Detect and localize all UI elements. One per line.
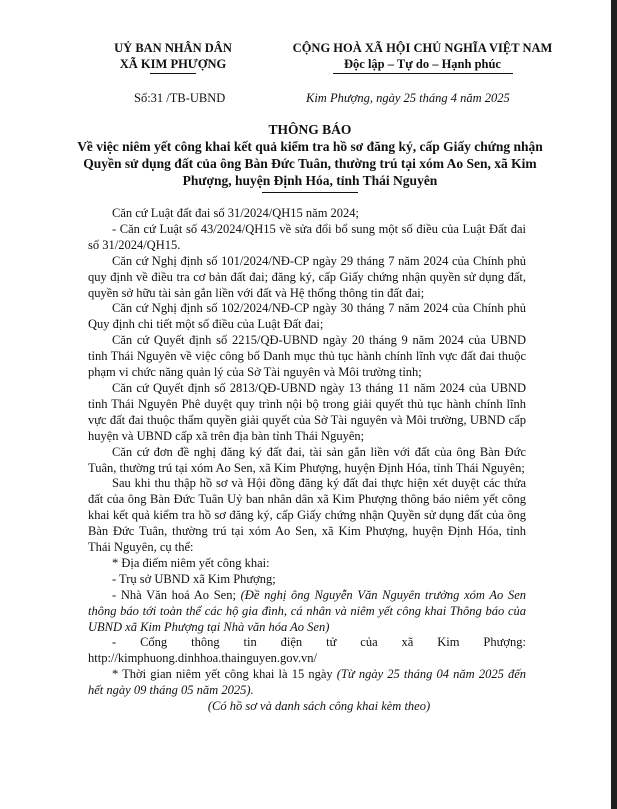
paragraph: - Căn cứ Luật số 43/2024/QH15 về sửa đổi bổ sung một số điều của Luật Đất đai số 31/2024/QH15.	[88, 221, 526, 252]
window-edge	[611, 0, 617, 809]
paragraph: Căn cứ Quyết định số 2813/QĐ-UBND ngày 13 tháng 11 năm 2024 của UBND tỉnh Thái Nguyên Phê duyệt quy trình nội bộ trong giải quyết thủ tục hành chính lĩnh vực đất đai thuộc thẩm quyền giải quyết của Sở Tài nguyên và Môi trường, UBND cấp huyện và UBND cấp xã trên địa bàn tỉnh Thái Nguyên;	[88, 380, 526, 443]
attachment-note: (Có hồ sơ và danh sách công khai kèm theo)	[207, 699, 431, 714]
document-title	[70, 121, 550, 193]
posting-period-note: (Từ ngày 25 tháng 04 năm 2025 đến hết ngày 09 tháng 05 năm 2025).	[88, 667, 527, 698]
nation-line-1: CỘNG HOÀ XÃ HỘI CHỦ NGHĨA VIỆT NAM	[292, 41, 553, 55]
posting-location-note: (Đề nghị ông Nguyễn Văn Nguyên trưởng xóm Ao Sen thông báo tới toàn thể các hộ gia đình, cá nhân và niêm yết công khai Thông báo của UBND xã Kim Phượng tại Nhà văn hóa Ao Sen)	[88, 587, 526, 634]
paragraph: Căn cứ đơn đề nghị đăng ký đất đai, tài sản gắn liền với đất của ông Bàn Đức Tuân, thường trú tại xóm Ao Sen, xã Kim Phượng, huyện Định Hóa, tỉnh Thái Nguyên;	[88, 444, 526, 475]
paragraph	[88, 588, 526, 636]
motto-underline	[333, 73, 513, 74]
posting-period-text: * Thời gian niêm yết công khai là 15 ngày	[112, 667, 333, 682]
paragraph: Căn cứ Nghị định số 101/2024/NĐ-CP ngày 29 tháng 7 năm 2024 của Chính phủ quy định về điều tra cơ bản đất đai; đăng ký, cấp Giấy chứng nhận quyền sử dụng đất, quyền sở hữu tài sản gắn liền với đất và Hệ thống thông tin đất đai;	[88, 253, 526, 300]
agency-underline	[150, 73, 196, 74]
paragraph: Căn cứ Nghị định số 102/2024/NĐ-CP ngày 30 tháng 7 năm 2024 của Chính phủ Quy định chi tiết một số điều của Luật Đất đai;	[88, 301, 526, 332]
posting-location-text: - Nhà Văn hoá Ao Sen;	[112, 587, 236, 602]
paragraph	[88, 667, 526, 699]
title-underline	[262, 192, 358, 193]
issuing-agency	[98, 40, 248, 74]
nation-line-2: Độc lập – Tự do – Hạnh phúc	[344, 57, 501, 71]
paragraph: * Địa điểm niêm yết công khai:	[112, 555, 270, 570]
paragraph: Căn cứ Luật đất đai số 31/2024/QH15 năm 2024;	[112, 206, 360, 220]
national-motto	[270, 40, 575, 74]
document-date: Kim Phượng, ngày 25 tháng 4 năm 2025	[306, 91, 510, 105]
document-number: Số:31 /TB-UBND	[134, 91, 226, 105]
document-type: THÔNG BÁO	[268, 122, 352, 137]
paragraph: Sau khi thu thập hồ sơ và Hội đồng đăng ký đất đai thực hiện xét duyệt các thửa đất của ông Bàn Đức Tuân Uỷ ban nhân dân xã Kim Phượng thông báo niêm yết công khai kết quả kiểm tra hồ sơ đăng ký, cấp Giấy chứng nhận Quyền sử dụng đất của ông Bàn Đức Tuân, thường trú tại xóm Ao Sen, xã Kim Phượng, huyện Định Hóa, tỉnh Thái Nguyên, cụ thể:	[88, 476, 526, 555]
paragraph: - Cổng thông tin điện tử của xã Kim Phượng: http://kimphuong.dinhhoa.thainguyen.gov.vn/	[88, 635, 526, 666]
paragraph: - Trụ sở UBND xã Kim Phượng;	[112, 571, 276, 586]
paragraph: Căn cứ Quyết định số 2215/QĐ-UBND ngày 20 tháng 9 năm 2024 của UBND tỉnh Thái Nguyên về việc công bố Danh mục thủ tục hành chính lĩnh vực đất đai thuộc phạm vi chức năng quản lý của Sở Tài nguyên và Môi trường tỉnh;	[88, 333, 526, 380]
document-body	[88, 206, 526, 715]
agency-line-2: XÃ KIM PHƯỢNG	[119, 57, 227, 71]
agency-line-1: UỶ BAN NHÂN DÂN	[114, 41, 232, 55]
document-subject: Về việc niêm yết công khai kết quả kiểm tra hồ sơ đăng ký, cấp Giấy chứng nhận Quyền sử dụng đất của ông Bàn Đức Tuân, thường trú tại xóm Ao Sen, xã Kim Phượng, huyện Định Hóa, tỉnh Thái Nguyên	[77, 139, 543, 188]
